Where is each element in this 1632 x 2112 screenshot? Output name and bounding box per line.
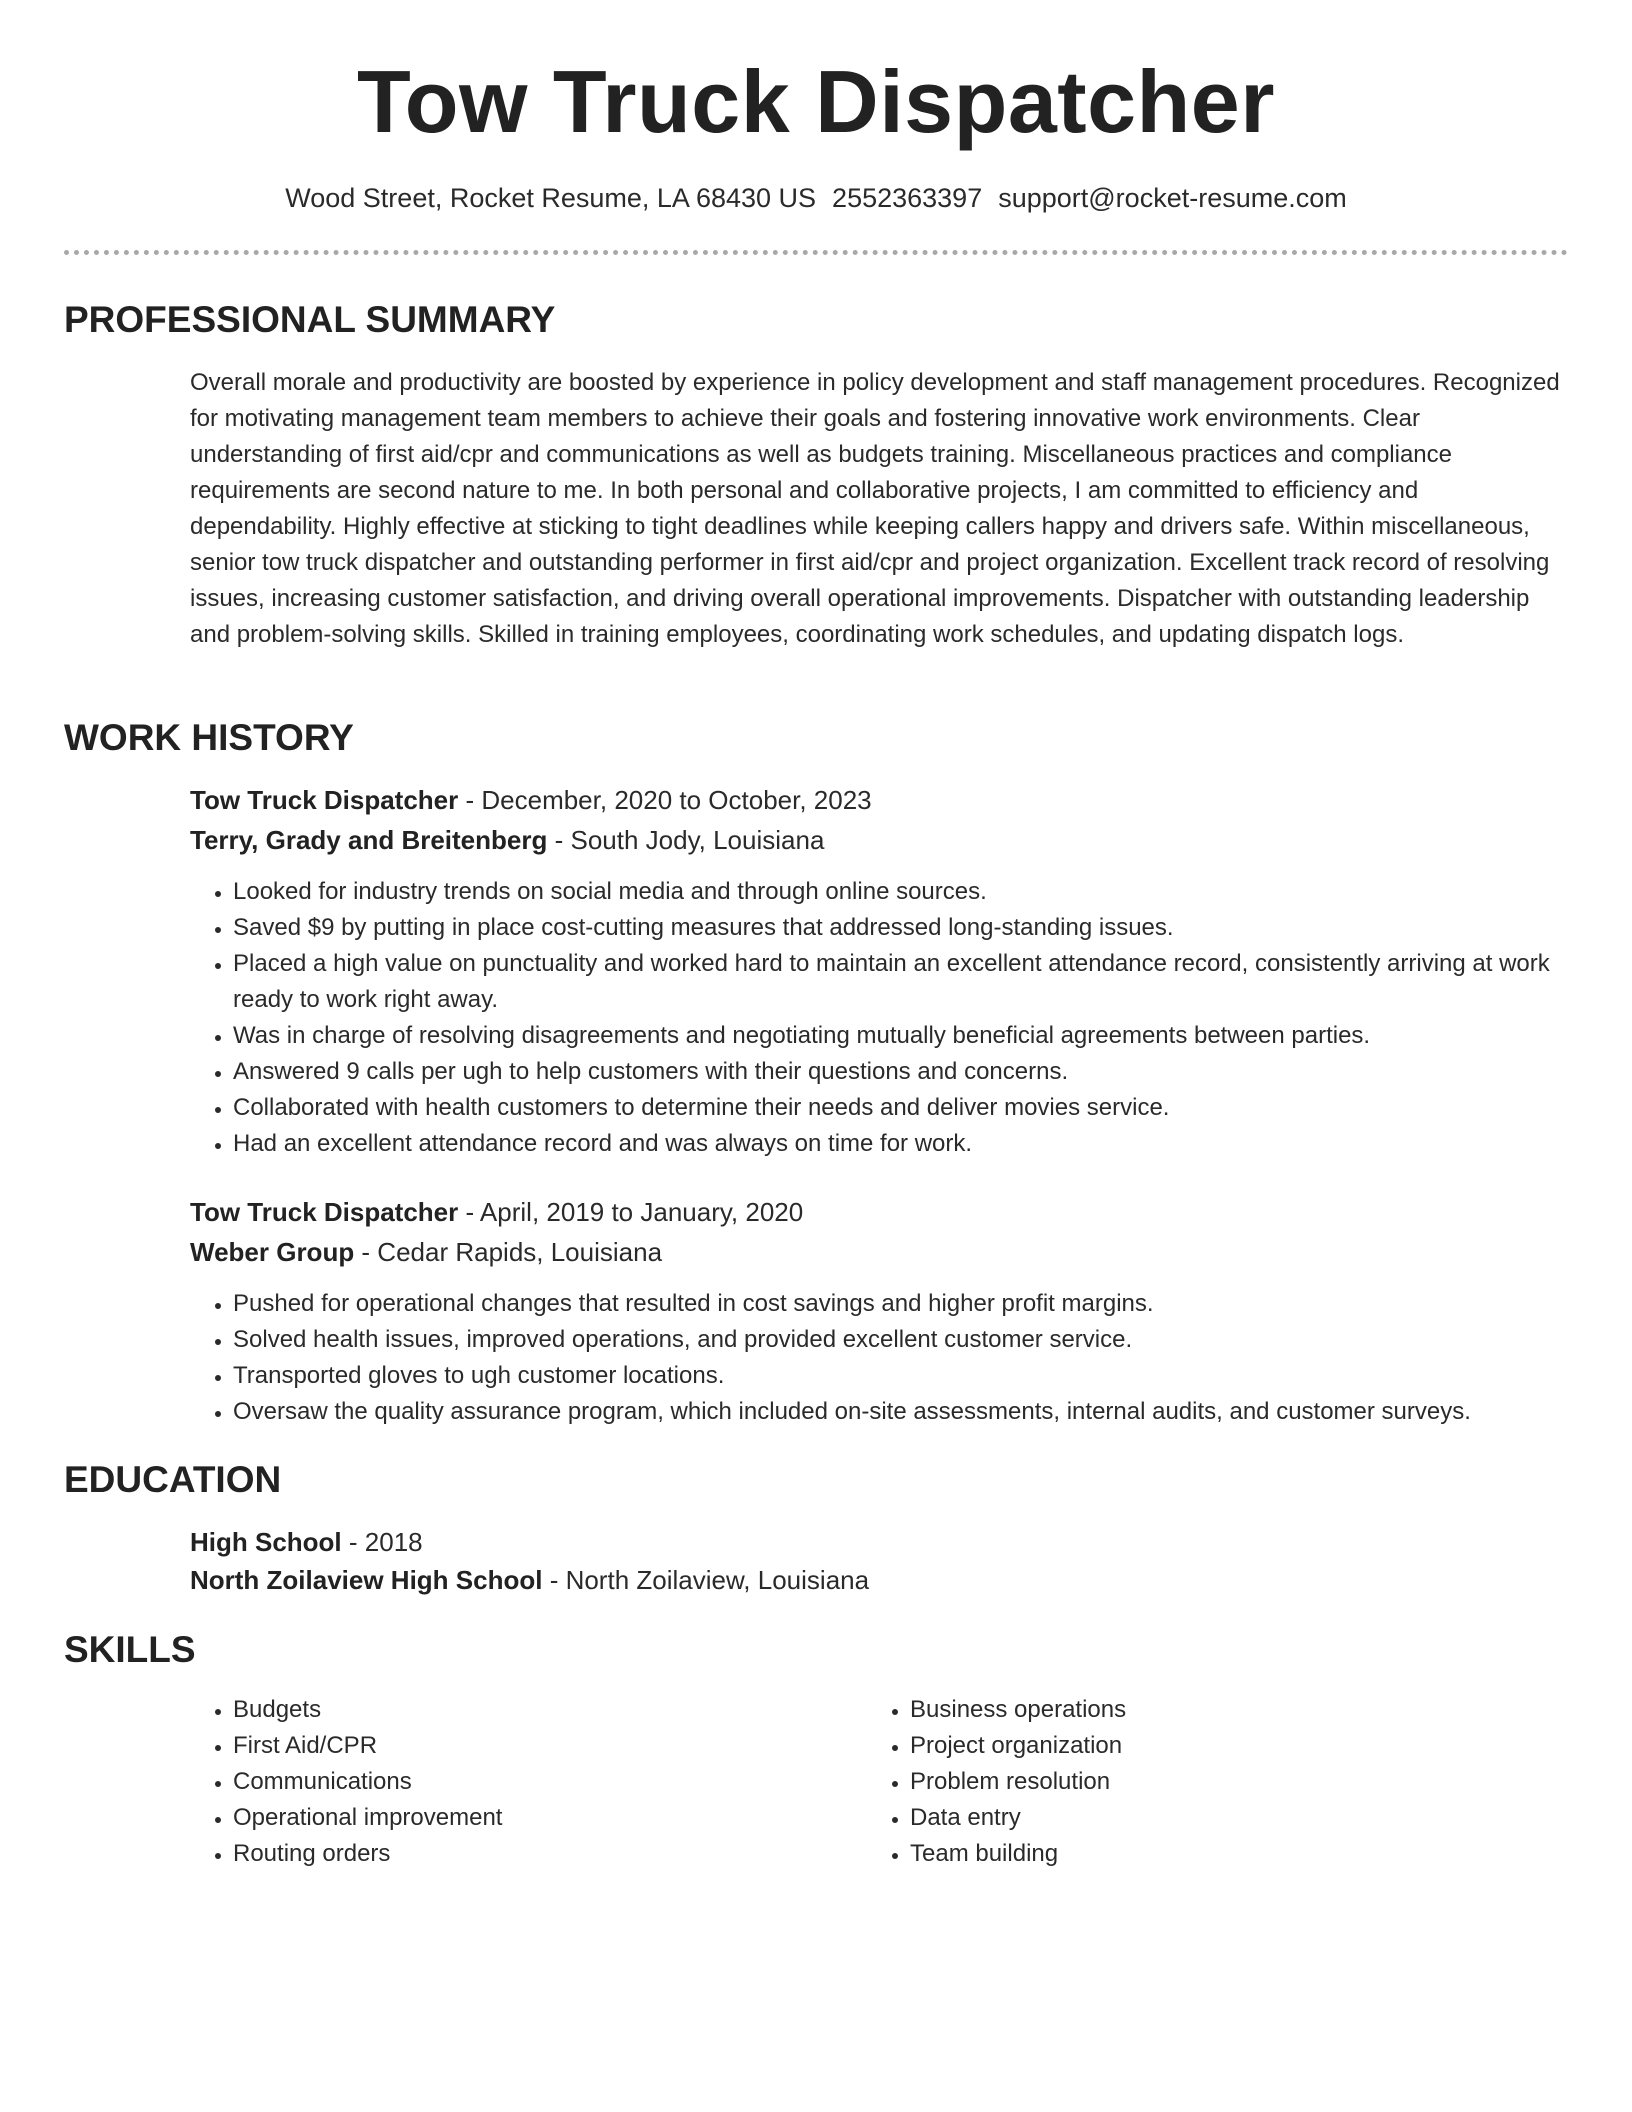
list-item: • Routing orders: [233, 1836, 833, 1872]
education-heading: EDUCATION: [64, 1459, 282, 1500]
education-year: - 2018: [341, 1527, 423, 1557]
education-school: North Zoilaview High School: [190, 1565, 543, 1595]
list-item: • Data entry: [910, 1800, 1510, 1836]
list-item: • Was in charge of resolving disagreements and negotiating mutually beneficial agreements between parties.: [233, 1018, 1613, 1054]
list-item: • Team building: [910, 1836, 1510, 1872]
list-item: • First Aid/CPR: [233, 1728, 833, 1764]
job-1-role: Tow Truck Dispatcher: [190, 785, 459, 815]
list-item: • Collaborated with health customers to determine their needs and deliver movies service.: [233, 1090, 1613, 1126]
list-item: • Saved $9 by putting in place cost-cutting measures that addressed long-standing issues.: [233, 910, 1613, 946]
list-item: • Problem resolution: [910, 1764, 1510, 1800]
job-2-dates: - April, 2019 to January, 2020: [458, 1197, 804, 1227]
list-item: • Communications: [233, 1764, 833, 1800]
list-item: • Looked for industry trends on social media and through online sources.: [233, 874, 1613, 910]
job-2-company-line: [190, 1234, 662, 1270]
skills-heading: SKILLS: [64, 1629, 196, 1670]
list-item: • Had an excellent attendance record and was always on time for work.: [233, 1126, 1613, 1162]
list-item: • Transported gloves to ugh customer locations.: [233, 1358, 1613, 1394]
education-degree-line: [190, 1524, 423, 1560]
skills-list-right: [867, 1692, 1510, 1872]
list-item: • Operational improvement: [233, 1800, 833, 1836]
skills-list-left: [190, 1692, 833, 1872]
job-2-title-line: [190, 1194, 803, 1230]
list-item: • Placed a high value on punctuality and worked hard to maintain an excellent attendance record, consistently arriving at work ready to work right away.: [233, 946, 1613, 1018]
contact-email: support@rocket-resume.com: [998, 183, 1347, 213]
list-item: • Project organization: [910, 1728, 1510, 1764]
job-1-company-line: [190, 822, 824, 858]
job-1-bullets: [190, 874, 1613, 1162]
summary-text: Overall morale and productivity are boosted by experience in policy development and staff management procedures. Recognized for motivating management team members to achieve their goals and fostering innovative work environments. Clear understanding of first aid/cpr and communications as well as budgets training. Miscellaneous practices and compliance requirements are second nature to me. In both personal and collaborative projects, I am committed to efficiency and dependability. Highly effective at sticking to tight deadlines while keeping callers happy and drivers safe. Within miscellaneous, senior tow truck dispatcher and outstanding performer in first aid/cpr and project organization. Excellent track record of resolving issues, increasing customer satisfaction, and driving overall operational improvements. Dispatcher with outstanding leadership and problem-solving skills. Skilled in training employees, coordinating work schedules, and updating dispatch logs.: [190, 369, 1560, 648]
list-item: • Oversaw the quality assurance program, which included on-site assessments, internal audits, and customer surveys.: [233, 1394, 1613, 1430]
work-history-heading: WORK HISTORY: [64, 717, 354, 758]
education-degree: High School: [190, 1527, 342, 1557]
list-item: • Solved health issues, improved operations, and provided excellent customer service.: [233, 1322, 1613, 1358]
contact-phone: 2552363397: [832, 183, 983, 213]
contact-address: Wood Street, Rocket Resume, LA 68430 US: [285, 183, 817, 213]
list-item: • Business operations: [910, 1692, 1510, 1728]
job-2-company: Weber Group: [190, 1237, 355, 1267]
job-2-location: - Cedar Rapids, Louisiana: [354, 1237, 663, 1267]
job-1-location: - South Jody, Louisiana: [547, 825, 825, 855]
list-item: • Pushed for operational changes that resulted in cost savings and higher profit margins.: [233, 1286, 1613, 1322]
job-1-company: Terry, Grady and Breitenberg: [190, 825, 548, 855]
list-item: • Answered 9 calls per ugh to help customers with their questions and concerns.: [233, 1054, 1613, 1090]
resume-name: Tow Truck Dispatcher: [357, 52, 1275, 151]
list-item: • Budgets: [233, 1692, 833, 1728]
job-1-title-line: [190, 782, 872, 818]
job-2-bullets: [190, 1286, 1613, 1430]
education-school-line: [190, 1562, 869, 1598]
education-location: - North Zoilaview, Louisiana: [542, 1565, 870, 1595]
job-2-role: Tow Truck Dispatcher: [190, 1197, 459, 1227]
header-divider: [64, 250, 1568, 255]
summary-heading: PROFESSIONAL SUMMARY: [64, 299, 556, 340]
contact-line: [0, 180, 1632, 216]
job-1-dates: - December, 2020 to October, 2023: [458, 785, 872, 815]
